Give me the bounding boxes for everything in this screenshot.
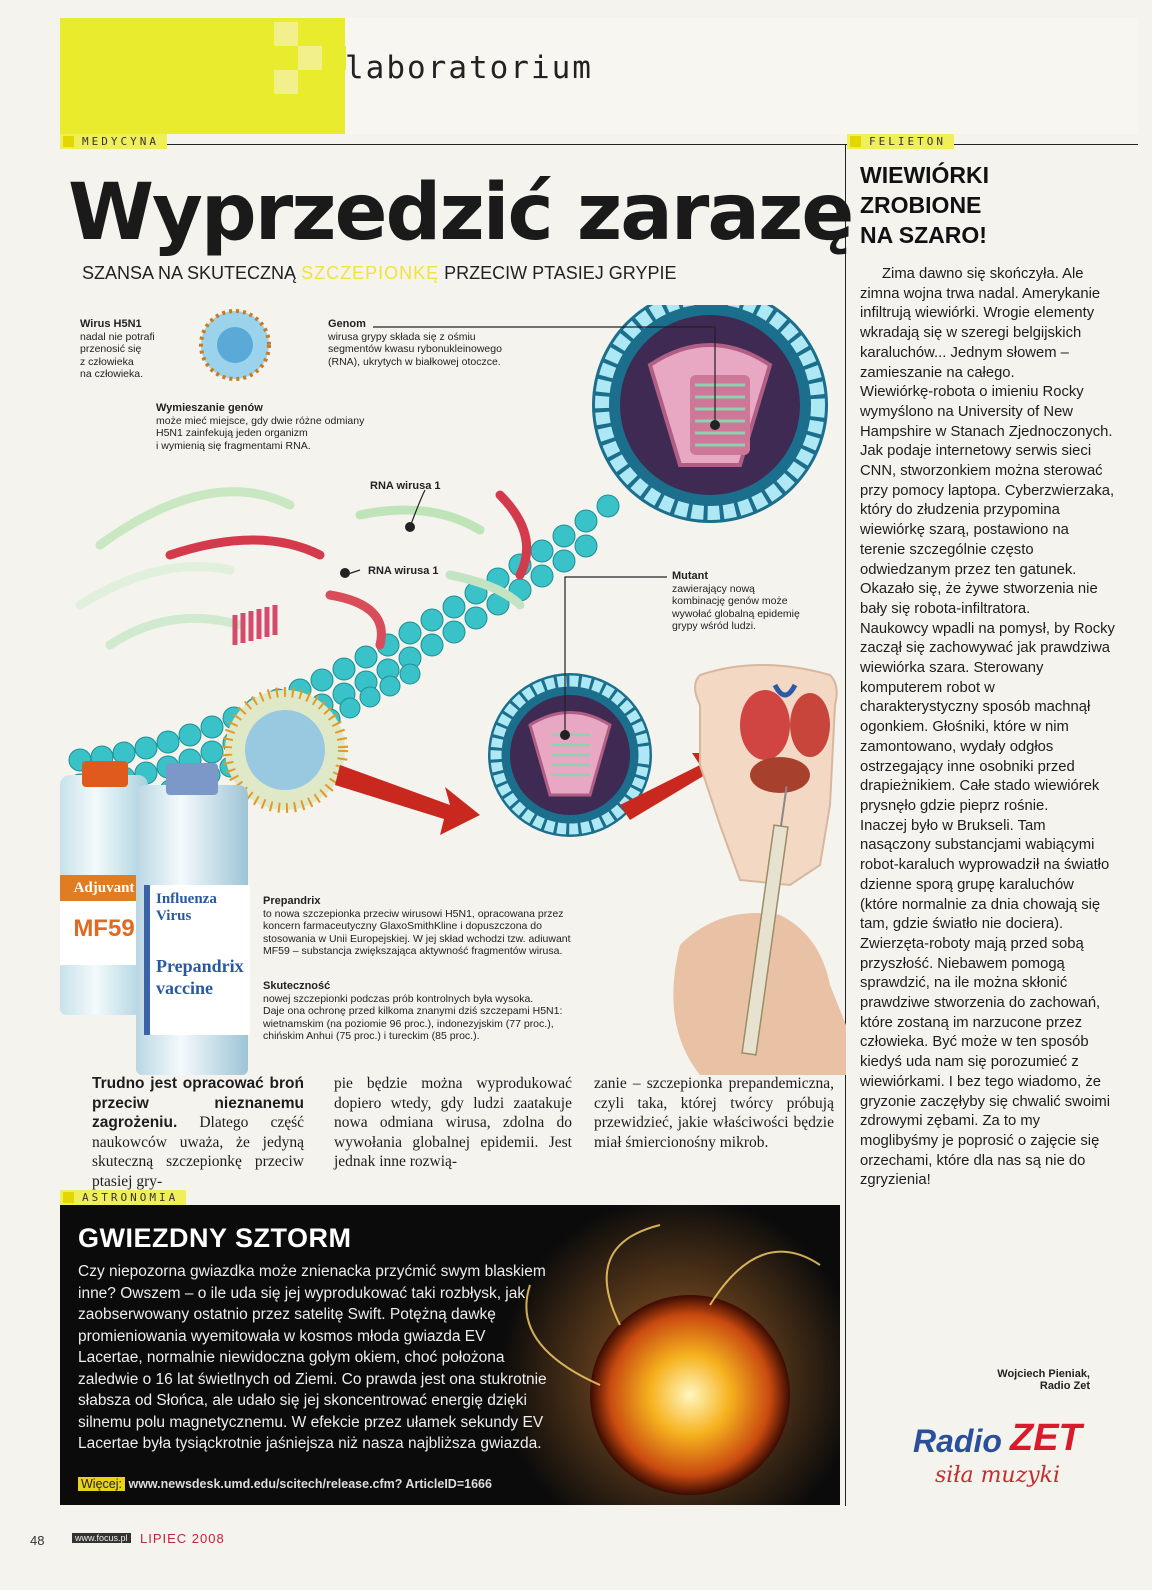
arrow-icon: [335, 765, 480, 835]
vial-line2: Virus: [156, 908, 192, 924]
vial-adjuvant: [60, 775, 148, 1015]
author-signature: Wojciech Pieniak, Radio Zet: [997, 1368, 1090, 1392]
tag-medycyna: MEDYCYNA: [60, 134, 167, 149]
felieton-title: WIEWIÓRKI ZROBIONE NA SZARO!: [860, 162, 990, 248]
vial-line3: Prepandrix: [156, 956, 244, 976]
felieton-text: Zima dawno się skończyła. Ale zimna wojna trwa nadal. Amerykanie infiltrują wiewiórki. Wrogie elementy wkradają się w szeregi belgijskich karaluchów... Jednym słowem – zamieszanie na całego. Wiewiórkę-robota o imieniu Rocky wymyślono na University of New Hampshire w Stanach Zjednoczonych. Jak podaje internetowy serwis sieci CNN, stworzonkiem można sterować przy pomocy laptopa. Cyberzwierzaka, który do złudzenia przypomina wiewiórkę szarą, postawiono na terenie szczególnie często odwiedzanym przez ten gatunek. Okazało się, że żywe stworzenia nie bały się robota-infiltratora. Naukowcy wpadli na pomysł, by Rocky zaczął się zachowywać jak prawdziwa wiewiórka szara. Sterowany komputerem robot w charakterystyczny sposób machnął ogonkiem. Głośniki, które w nim zamontowano, wydały odgłos ostrzegający inne osobniki przed drapieżnikiem. Całe stado wiewiórek prysnęło gdzie pieprz rośnie. Inaczej było w Brukseli. Tam nasączony substancjami wabiącymi robot-karaluch wyprowadził na światło dzienne sporą grupę karaluchów (które normalnie za dnia chowają się tam, gdzie światło nie dociera). Zwierzęta-roboty mają przed sobą przyszłość. Niebawem pomogą sprawdzić, na ile można skłonić prawdziwe stworzenia do zachowań, które zostaną im narzucone przez człowieka. Być może w ten sposób kiedyś uda nam się porozumieć z wiewiórkami. I bez tego wiadomo, że gryzonie zaczęłyby się chwalić swoimi zdrowymi zębami. Za to my moglibyśmy je poprosić o zajęcie się orzechami, które dla nas są nie do zgryzienia!: [860, 266, 1115, 1189]
astro-more-link[interactable]: Więcej: www.newsdesk.umd.edu/scitech/release.cfm? ArticleID=1666: [78, 1477, 492, 1491]
vial-adjuvant-label: Adjuvant: [60, 875, 148, 901]
label-mutant: Mutant zawierający nową kombinację genów może wywołać globalną epidemię grypy wśród ludzi.: [672, 570, 800, 632]
astro-box: [60, 1205, 840, 1505]
label-skutecznosc: Skuteczność nowej szczepionki podczas prób kontrolnych była wysoka. Daje ona ochronę przed kilkoma znanymi dziś szczepami H5N1: wietnamskim (na poziomie 96 proc.), indonezyjskim (77 proc.), chińskim Anhui (75 proc.) i tureckim (85 proc.).: [263, 980, 563, 1042]
radio-zet-logo: Radio ZET siła muzyki: [913, 1417, 1082, 1488]
astro-text: Czy niepozorna gwiazdka może znienacka przyćmić swym blaskiem inne? Owszem – o ile uda się jej wyprodukować taki rozbłysk, jak zaobserwowany ostatnio przez satelitę Swift. Potężną dawkę promieniowania wyemitowała w kosmos młoda gwiazda EV Lacertae, normalnie niewidoczna gołym okiem, choć położona zaledwie o 16 lat świetlnych od Ziemi. Co prawda jest ona stukrotnie słabsza od Słońca, ale udało się jej skoncentrować energię dzięki silnemu polu magnetycznemu. W efekcie przez ułamek sekundy EV Lacertae była tysiąckrotnie jaśniejsza niż nasza najbliższa gwiazda.: [78, 1263, 547, 1452]
tag-felieton: FELIETON: [847, 134, 954, 149]
tag-astronomia: ASTRONOMIA: [60, 1190, 186, 1205]
header-band: [60, 18, 1138, 134]
label-prepandrix: Prepandrix to nowa szczepionka przeciw wirusowi H5N1, opracowana przez koncern farmaceutyczny GlaxoSmithKline i dopuszczona do stosowania w Unii Europejskiej. W jej skład wchodzi tzw. adiuwant MF59 – substancja zwiększająca aktywność fragmentów wirusa.: [263, 895, 571, 957]
vial-line4: vaccine: [156, 978, 213, 998]
body-col-2: pie będzie można wyprodukować dopiero wtedy, gdy ludzi zaatakuje nowa odmiana wirusa, zdolna do wywołania globalnej epidemii. Jest jednak inne rozwią-: [334, 1075, 572, 1170]
vial-adjuvant-big: MF59: [73, 915, 135, 942]
article-subtitle: SZANSA NA SKUTECZNĄ SZCZEPIONKĘ PRZECIW PTASIEJ GRYPIE: [82, 263, 677, 283]
label-genom: Genom wirusa grypy składa się z ośmiu segmentów kwasu rybonukleinowego (RNA), ukrytych w białkowej otoczce.: [328, 318, 502, 368]
label-rna2: RNA wirusa 1: [368, 565, 439, 577]
label-wirus: Wirus H5N1 nadal nie potrafi przenosić się z człowieka na człowieka.: [80, 318, 155, 380]
infographic: [60, 305, 846, 1075]
small-virus-icon: [201, 311, 269, 379]
large-virus-icon: [592, 305, 828, 523]
body-col-3: zanie – szczepionka prepandemiczna, czyli taka, której twórcy próbują przewidzieć, jakie właściwości będzie miał śmiercionośny mikrob.: [594, 1075, 834, 1151]
footer-date: LIPIEC 2008: [140, 1531, 225, 1546]
article-title: Wyprzedzić zarazę: [68, 168, 853, 258]
astro-title: GWIEZDNY SZTORM: [78, 1223, 352, 1253]
body-col-1: Trudno jest opracować broń przeciw nieznanemu zagrożeniu. Dlatego część naukowców uważa, że jedyną skuteczną szczepionkę przeciw ptasiej gry-: [92, 1075, 304, 1190]
vial-line1: Influenza: [156, 891, 217, 907]
footer-site: www.focus.pl: [72, 1533, 131, 1543]
page-number: 48: [30, 1533, 45, 1548]
vial-prepandrix: [136, 785, 248, 1075]
section-title: laboratorium: [345, 50, 593, 86]
label-rna1: RNA wirusa 1: [370, 480, 441, 492]
label-wymieszanie: Wymieszanie genów może mieć miejsce, gdy dwie różne odmiany H5N1 zainfekują jeden organizm i wymienią się fragmentami RNA.: [156, 402, 365, 452]
torso-icon: [695, 665, 837, 885]
checker-logo: [250, 22, 350, 122]
